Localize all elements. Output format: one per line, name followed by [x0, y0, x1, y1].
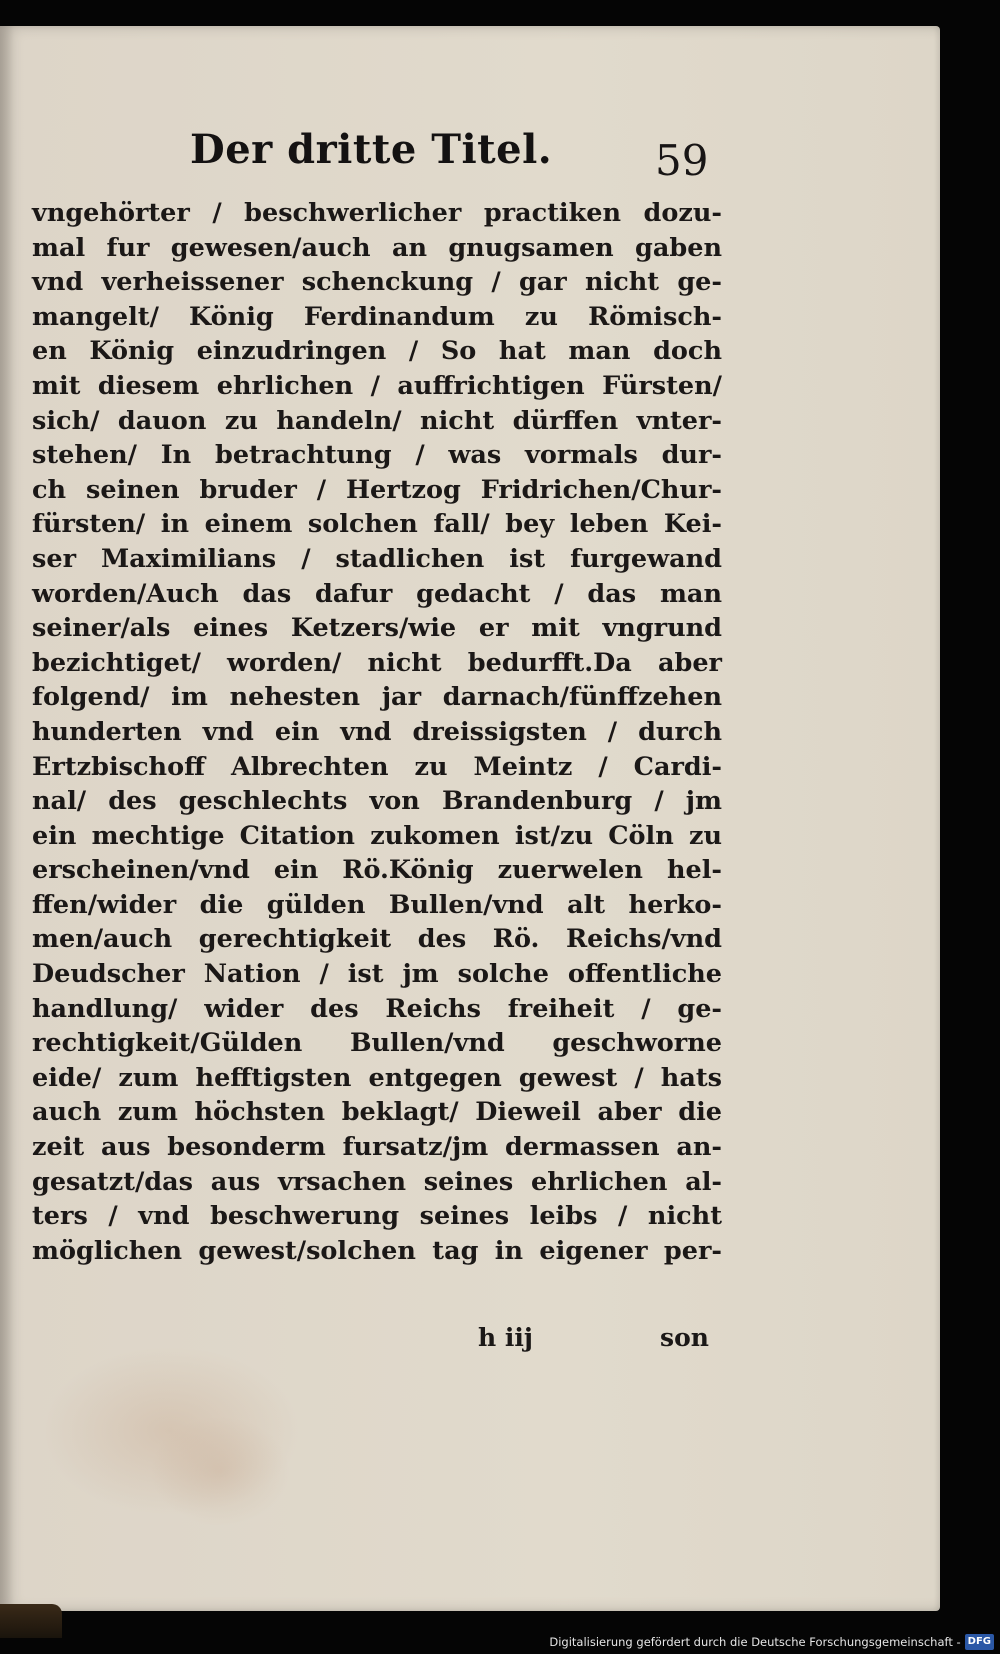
catchword: son — [660, 1323, 709, 1352]
running-title: Der dritte Titel. — [190, 126, 553, 173]
text-line: erscheinen/vnd ein Rö.König zuerwelen hel- — [32, 855, 722, 886]
dfg-logo: DFG — [965, 1634, 994, 1650]
text-line: Deudscher Nation / ist jm solche offentliche — [32, 959, 722, 990]
text-line: ser Maximilians / stadlichen ist furgewand — [32, 543, 722, 574]
signature-mark: h iij — [478, 1323, 533, 1352]
text-line: en König einzudringen / So hat man doch — [32, 336, 722, 367]
text-line: eide/ zum hefftigsten entgegen gewest / hats — [32, 1062, 722, 1093]
text-line: auch zum höchsten beklagt/ Dieweil aber die — [32, 1097, 722, 1128]
page-stain-small — [150, 1416, 290, 1526]
text-line: ch seinen bruder / Hertzog Fridrichen/Chur- — [32, 474, 722, 505]
text-line: ters / vnd beschwerung seines leibs / nicht — [32, 1201, 722, 1232]
text-line: ffen/wider die gülden Bullen/vnd alt herko- — [32, 889, 722, 920]
text-line: folgend/ im nehesten jar darnach/fünffzehen — [32, 682, 722, 713]
text-line: mangelt/ König Ferdinandum zu Römisch- — [32, 301, 722, 332]
text-line: seiner/als eines Ketzers/wie er mit vngrund — [32, 613, 722, 644]
text-line: mal fur gewesen/auch an gnugsamen gaben — [32, 232, 722, 263]
text-block — [32, 196, 722, 1268]
text-line: sich/ dauon zu handeln/ nicht dürffen vnter- — [32, 405, 722, 436]
text-line: stehen/ In betrachtung / was vormals dur- — [32, 440, 722, 471]
book-page — [0, 26, 940, 1611]
page-number: 59 — [655, 136, 709, 185]
digitization-footer — [549, 1632, 994, 1652]
text-line: rechtigkeit/Gülden Bullen/vnd geschworne — [32, 1028, 722, 1059]
text-line: handlung/ wider des Reichs freiheit / ge- — [32, 993, 722, 1024]
text-line: bezichtiget/ worden/ nicht bedurfft.Da aber — [32, 647, 722, 678]
text-line: hunderten vnd ein vnd dreissigsten / durch — [32, 716, 722, 747]
text-line: zeit aus besonderm fursatz/jm dermassen an- — [32, 1132, 722, 1163]
text-line: men/auch gerechtigkeit des Rö. Reichs/vnd — [32, 924, 722, 955]
text-line: vnd verheissener schenckung / gar nicht ge- — [32, 267, 722, 298]
text-line: nal/ des geschlechts von Brandenburg / jm — [32, 786, 722, 817]
text-line: vngehörter / beschwerlicher practiken dozu- — [32, 198, 722, 228]
text-line: Ertzbischoff Albrechten zu Meintz / Cardi- — [32, 751, 722, 782]
text-line: worden/Auch das dafur gedacht / das man — [32, 578, 722, 609]
text-line: möglichen gewest/solchen tag in eigener per- — [32, 1235, 722, 1266]
footer-text: Digitalisierung gefördert durch die Deutsche Forschungsgemeinschaft - — [549, 1635, 961, 1649]
page-edge-fragment — [0, 1604, 62, 1638]
text-line: fürsten/ in einem solchen fall/ bey leben Kei- — [32, 509, 722, 540]
text-line: gesatzt/das aus vrsachen seines ehrlichen al- — [32, 1166, 722, 1197]
text-line: ein mechtige Citation zukomen ist/zu Cöln zu — [32, 820, 722, 851]
text-line: mit diesem ehrlichen / auffrichtigen Fürsten/ — [32, 370, 722, 401]
